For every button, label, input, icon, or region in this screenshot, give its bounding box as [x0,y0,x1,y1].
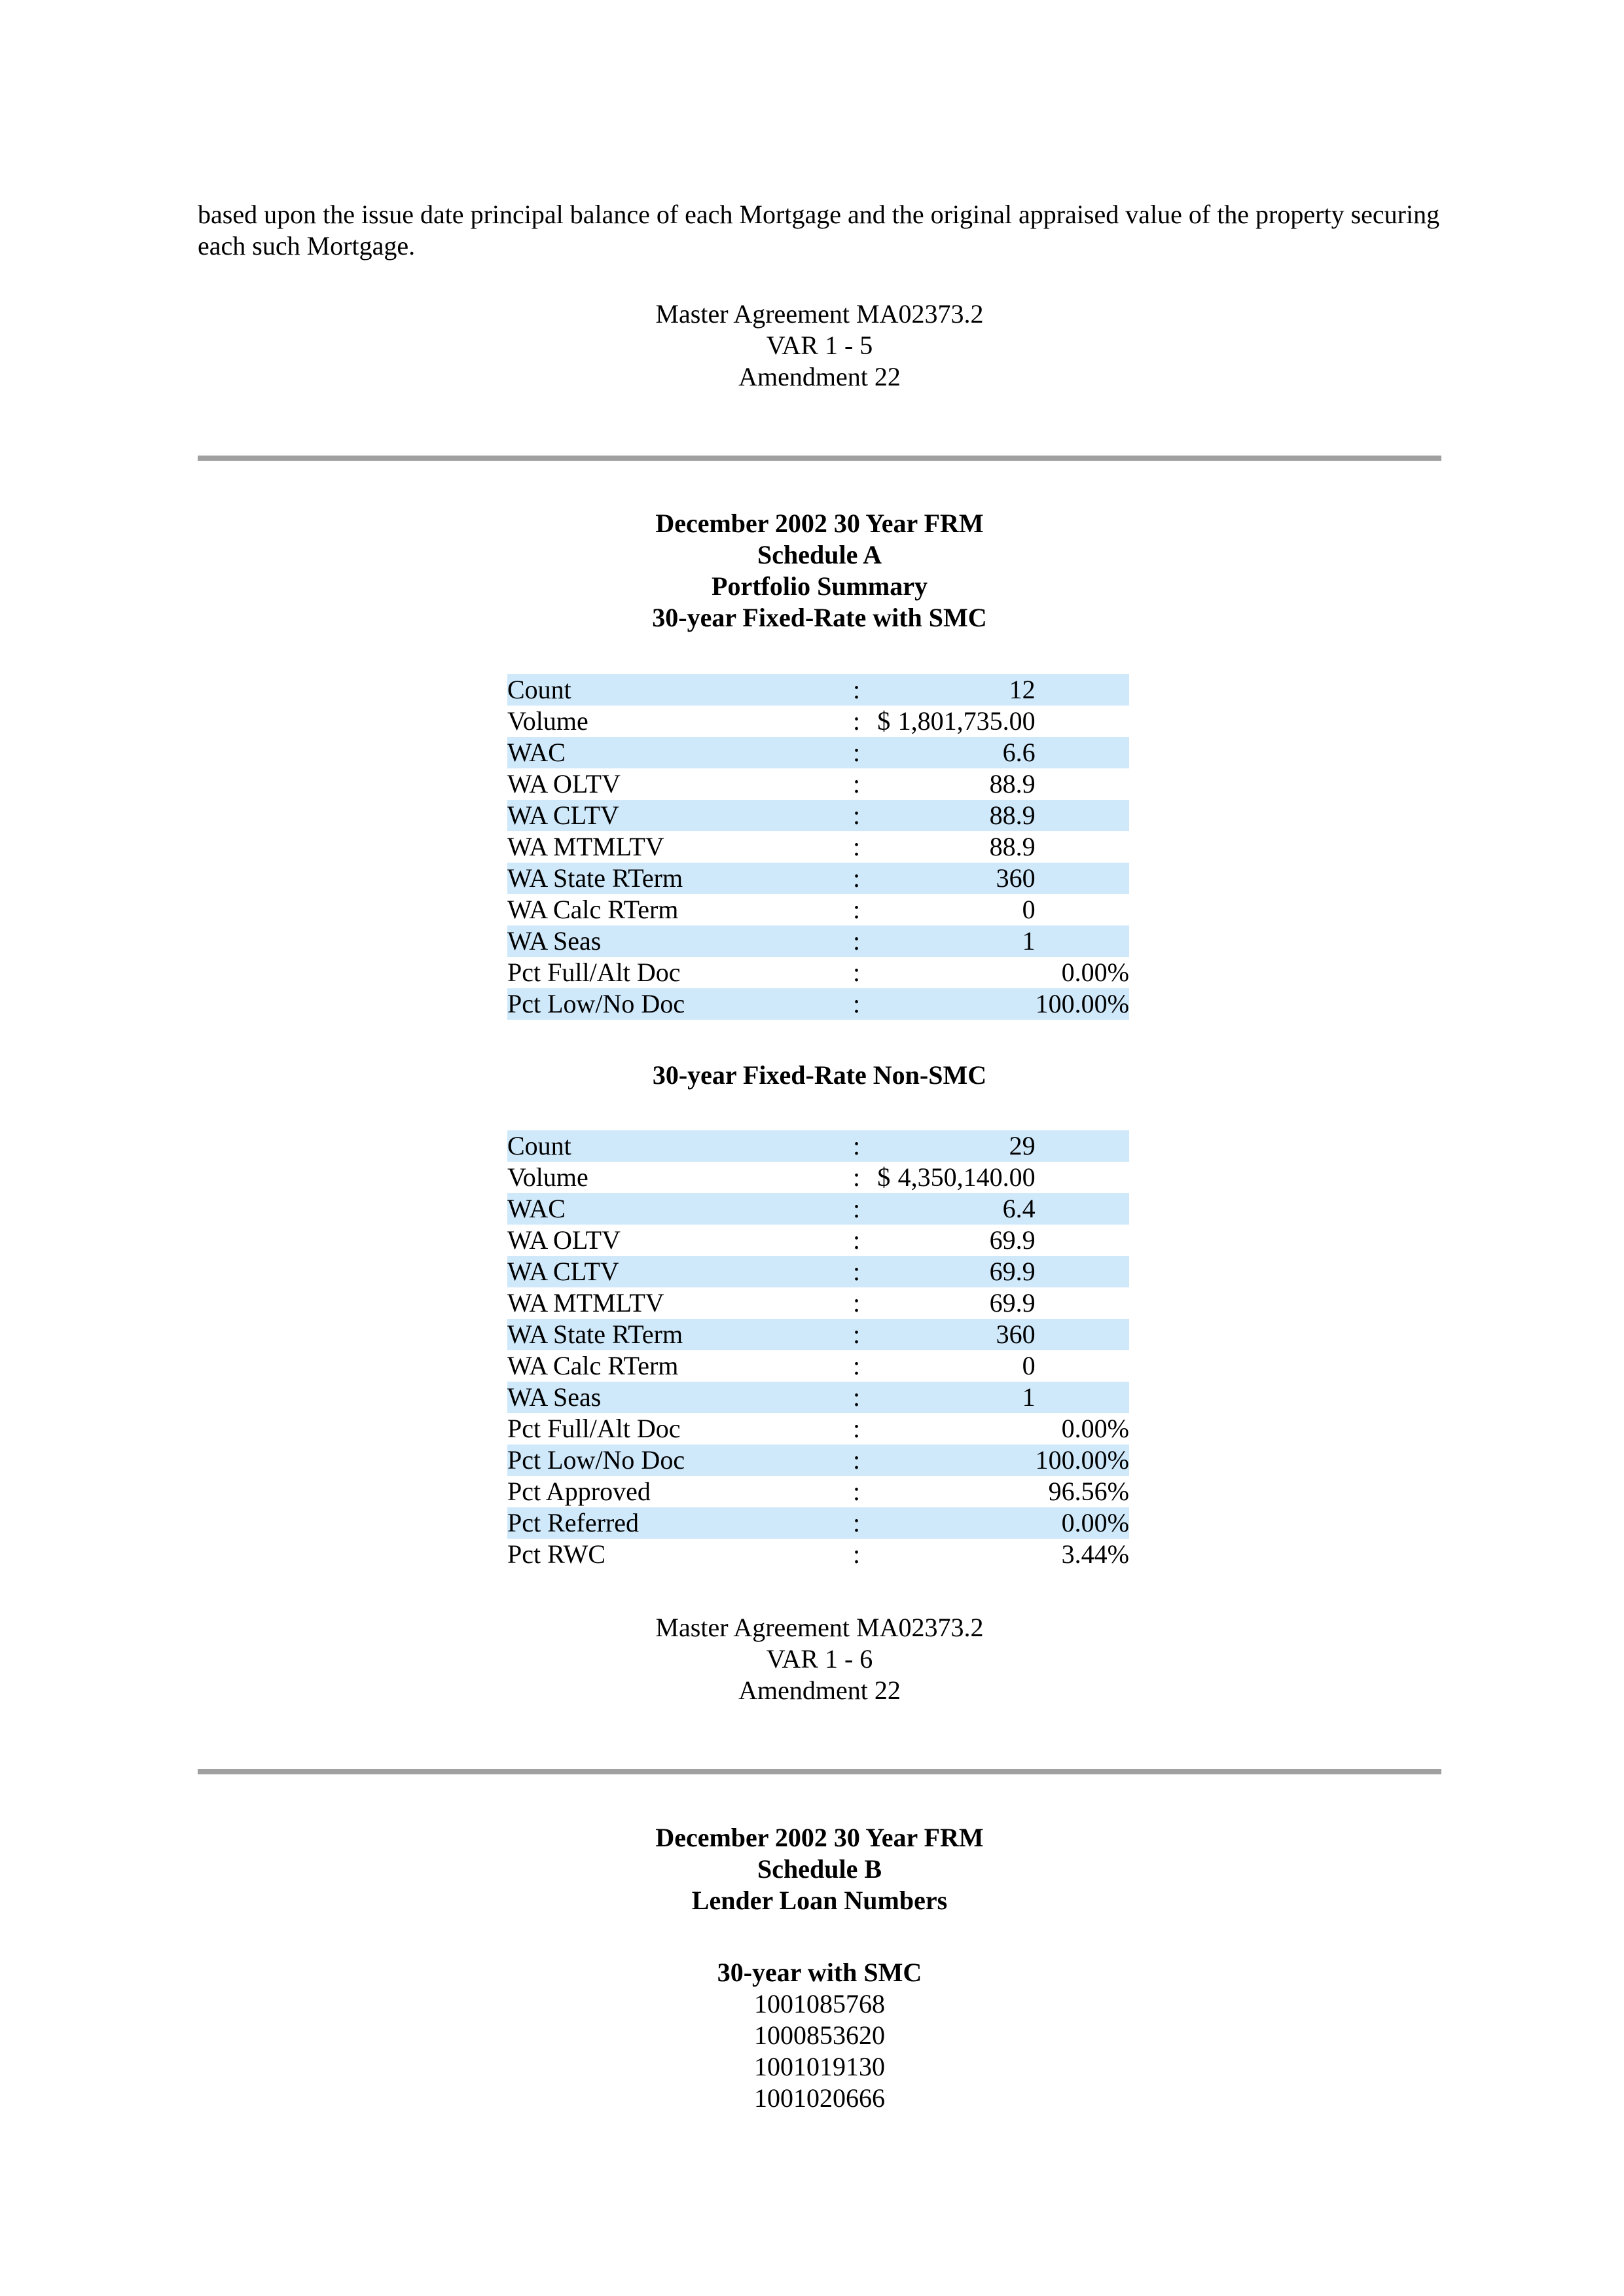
row-dollar-sign [870,863,898,894]
row-colon: : [843,925,870,957]
row-colon: : [852,1225,861,1255]
row-percent: 0.00% [1061,1414,1129,1443]
row-dollar-sign [870,1444,898,1476]
row-percent [1036,800,1129,831]
row-colon: : [843,863,870,894]
schedule-b-header [198,1822,1441,1916]
summary-row [507,1287,1129,1319]
row-value: 1,801,735.00 [897,706,1036,736]
row-label: Volume [507,706,588,736]
row-label: Volume [507,1162,588,1192]
summary-row [507,1413,1129,1444]
row-dollar-sign [870,1193,898,1225]
row-dollar-sign [870,1130,898,1162]
row-percent [1036,925,1129,957]
loan-number: 1000853620 [754,2020,885,2050]
row-percent [1036,1162,1129,1193]
summary-row [507,706,1129,737]
summary-row [507,863,1129,894]
row-label: WA MTMLTV [507,1288,664,1318]
summary-row [507,1193,1129,1225]
row-colon: : [843,674,870,706]
row-dollar-sign [870,1225,898,1256]
row-percent [1036,1225,1129,1256]
row-colon: : [843,737,870,768]
row-value: 88.9 [989,832,1036,861]
row-dollar-sign [870,831,898,863]
row-percent [1036,1350,1129,1382]
section-title-smc: 30-year Fixed-Rate with SMC [652,603,987,632]
row-colon: : [843,1319,870,1350]
schedule-a-header [198,508,1441,634]
footer-amendment-line: Amendment 22 [738,362,901,391]
loan-number: 1001085768 [754,1989,885,2018]
page-divider [198,456,1441,461]
row-percent: 100.00% [1035,989,1129,1018]
row-label: Count [507,1130,843,1162]
row-colon: : [852,832,861,861]
summary-row [507,1350,1129,1382]
row-percent [1036,706,1129,737]
loan-section-title: 30-year with SMC [717,1958,922,1987]
row-value: 1 [898,925,1036,957]
row-dollar-sign [870,925,898,957]
row-colon: : [852,1162,861,1192]
row-dollar-sign [870,894,898,925]
schedule-b-title: December 2002 30 Year FRM [655,1823,984,1852]
footer-var-line: VAR 1 - 6 [766,1644,873,1674]
row-label: WA CLTV [507,1256,843,1287]
row-dollar-sign [870,674,898,706]
row-value [898,1507,1036,1539]
row-label: WA Seas [507,925,843,957]
row-label: WA Calc RTerm [507,1351,679,1380]
row-colon: : [843,1507,870,1539]
row-colon: : [852,895,861,924]
row-dollar-sign [870,1507,898,1539]
row-colon: : [852,1351,861,1380]
row-colon: : [852,1477,861,1506]
page-footer-var-1-6 [198,1612,1441,1706]
row-colon: : [843,1444,870,1476]
page-footer-var-1-5 [198,298,1441,393]
schedule-a-label: Schedule A [757,540,882,569]
row-colon: : [852,769,861,798]
section-title-non-smc-block [198,1060,1441,1091]
summary-row [507,988,1129,1020]
row-percent [1036,1287,1129,1319]
row-label: WA State RTerm [507,863,843,894]
section-title-non-smc: 30-year Fixed-Rate Non-SMC [652,1060,987,1090]
row-value [898,957,1036,988]
row-value: 360 [898,1319,1036,1350]
row-percent [1036,1382,1129,1413]
footer-amendment-line: Amendment 22 [738,1676,901,1705]
summary-row [507,1130,1129,1162]
summary-row [507,831,1129,863]
row-colon: : [843,800,870,831]
row-label: WA CLTV [507,800,843,831]
row-value [898,1476,1036,1507]
row-value [898,1444,1036,1476]
summary-row [507,1444,1129,1476]
summary-row [507,674,1129,706]
schedule-a-subtitle: Portfolio Summary [712,571,928,601]
row-dollar-sign [870,737,898,768]
row-dollar-sign [870,1413,898,1444]
row-label: Pct Low/No Doc [507,1444,843,1476]
row-label: WA OLTV [507,1225,621,1255]
row-dollar-sign [870,800,898,831]
row-value: 6.4 [898,1193,1036,1225]
row-label: WA MTMLTV [507,832,664,861]
row-colon: : [852,1288,861,1318]
row-value: 69.9 [989,1225,1036,1255]
row-dollar-sign [870,1539,898,1570]
row-percent [1036,863,1129,894]
row-percent [1036,894,1129,925]
footer-agreement-line: Master Agreement MA02373.2 [655,1613,984,1642]
row-colon: : [852,1414,861,1443]
row-colon: : [852,1539,861,1569]
row-percent: 96.56% [1048,1477,1129,1506]
portfolio-summary-table-non-smc [507,1130,1129,1570]
row-label: Pct Approved [507,1477,651,1506]
row-percent [1036,1319,1129,1350]
row-value [898,1539,1036,1570]
row-percent [1036,674,1129,706]
row-dollar-sign [870,1382,898,1413]
row-percent: 0.00% [1061,958,1129,987]
summary-row [507,737,1129,768]
row-value: 69.9 [989,1288,1036,1318]
row-value: 6.6 [898,737,1036,768]
row-dollar-sign [870,1319,898,1350]
row-label: WAC [507,1193,843,1225]
summary-row [507,1162,1129,1193]
summary-row [507,1256,1129,1287]
row-percent [1036,1256,1129,1287]
portfolio-summary-table-smc [507,674,1129,1020]
summary-row [507,925,1129,957]
row-value [898,988,1036,1020]
row-dollar-sign [870,1476,898,1507]
intro-paragraph: based upon the issue date principal balance of each Mortgage and the original appraised value of the property securing each such Mortgage. [198,200,1440,260]
schedule-a-title: December 2002 30 Year FRM [655,509,984,538]
row-value: 1 [898,1382,1036,1413]
row-value: 360 [898,863,1036,894]
row-value [898,1413,1036,1444]
row-label: WA Calc RTerm [507,895,679,924]
row-percent: 3.44% [1061,1539,1129,1569]
row-colon: : [843,1382,870,1413]
row-label: Pct Full/Alt Doc [507,1414,681,1443]
row-dollar-sign: $ [877,1162,891,1192]
row-percent [1036,737,1129,768]
loan-number: 1001020666 [754,2083,885,2113]
row-label: WA State RTerm [507,1319,843,1350]
row-percent [1036,831,1129,863]
summary-row [507,1476,1129,1507]
row-dollar-sign [870,1256,898,1287]
row-percent: 0.00% [1036,1507,1129,1539]
row-colon: : [852,958,861,987]
row-label: WAC [507,737,843,768]
row-label: Pct Low/No Doc [507,988,843,1020]
summary-row [507,768,1129,800]
summary-row [507,957,1129,988]
row-dollar-sign [870,1350,898,1382]
row-percent [1036,1130,1129,1162]
summary-row [507,894,1129,925]
row-label: WA Seas [507,1382,843,1413]
loan-numbers-block [198,1957,1441,2114]
row-label: Pct Referred [507,1507,843,1539]
row-label: Count [507,674,843,706]
summary-row [507,1319,1129,1350]
loan-number: 1001019130 [754,2052,885,2081]
row-value: 69.9 [898,1256,1036,1287]
row-colon: : [852,706,861,736]
row-dollar-sign [870,988,898,1020]
row-value: 29 [898,1130,1036,1162]
row-value: 88.9 [989,769,1036,798]
row-value: 0 [1022,1351,1036,1380]
row-dollar-sign [870,957,898,988]
schedule-b-subtitle: Lender Loan Numbers [691,1886,948,1915]
row-dollar-sign [870,768,898,800]
summary-row [507,1382,1129,1413]
row-colon: : [843,1256,870,1287]
row-label: Pct Full/Alt Doc [507,958,681,987]
row-colon: : [843,1193,870,1225]
summary-row [507,1225,1129,1256]
row-percent [1036,1193,1129,1225]
schedule-b-label: Schedule B [757,1854,882,1884]
footer-var-line: VAR 1 - 5 [766,331,873,360]
row-label: Pct RWC [507,1539,606,1569]
row-percent [1036,768,1129,800]
row-dollar-sign: $ [877,706,891,736]
row-value: 0 [1022,895,1036,924]
row-label: WA OLTV [507,769,621,798]
row-value: 4,350,140.00 [897,1162,1036,1192]
summary-row [507,1539,1129,1570]
summary-row [507,1507,1129,1539]
row-colon: : [843,1130,870,1162]
footer-agreement-line: Master Agreement MA02373.2 [655,299,984,329]
summary-row [507,800,1129,831]
row-colon: : [843,988,870,1020]
row-dollar-sign [870,1287,898,1319]
row-value: 88.9 [898,800,1036,831]
row-value: 12 [898,674,1036,706]
page-divider [198,1769,1441,1774]
row-percent: 100.00% [1035,1445,1129,1475]
